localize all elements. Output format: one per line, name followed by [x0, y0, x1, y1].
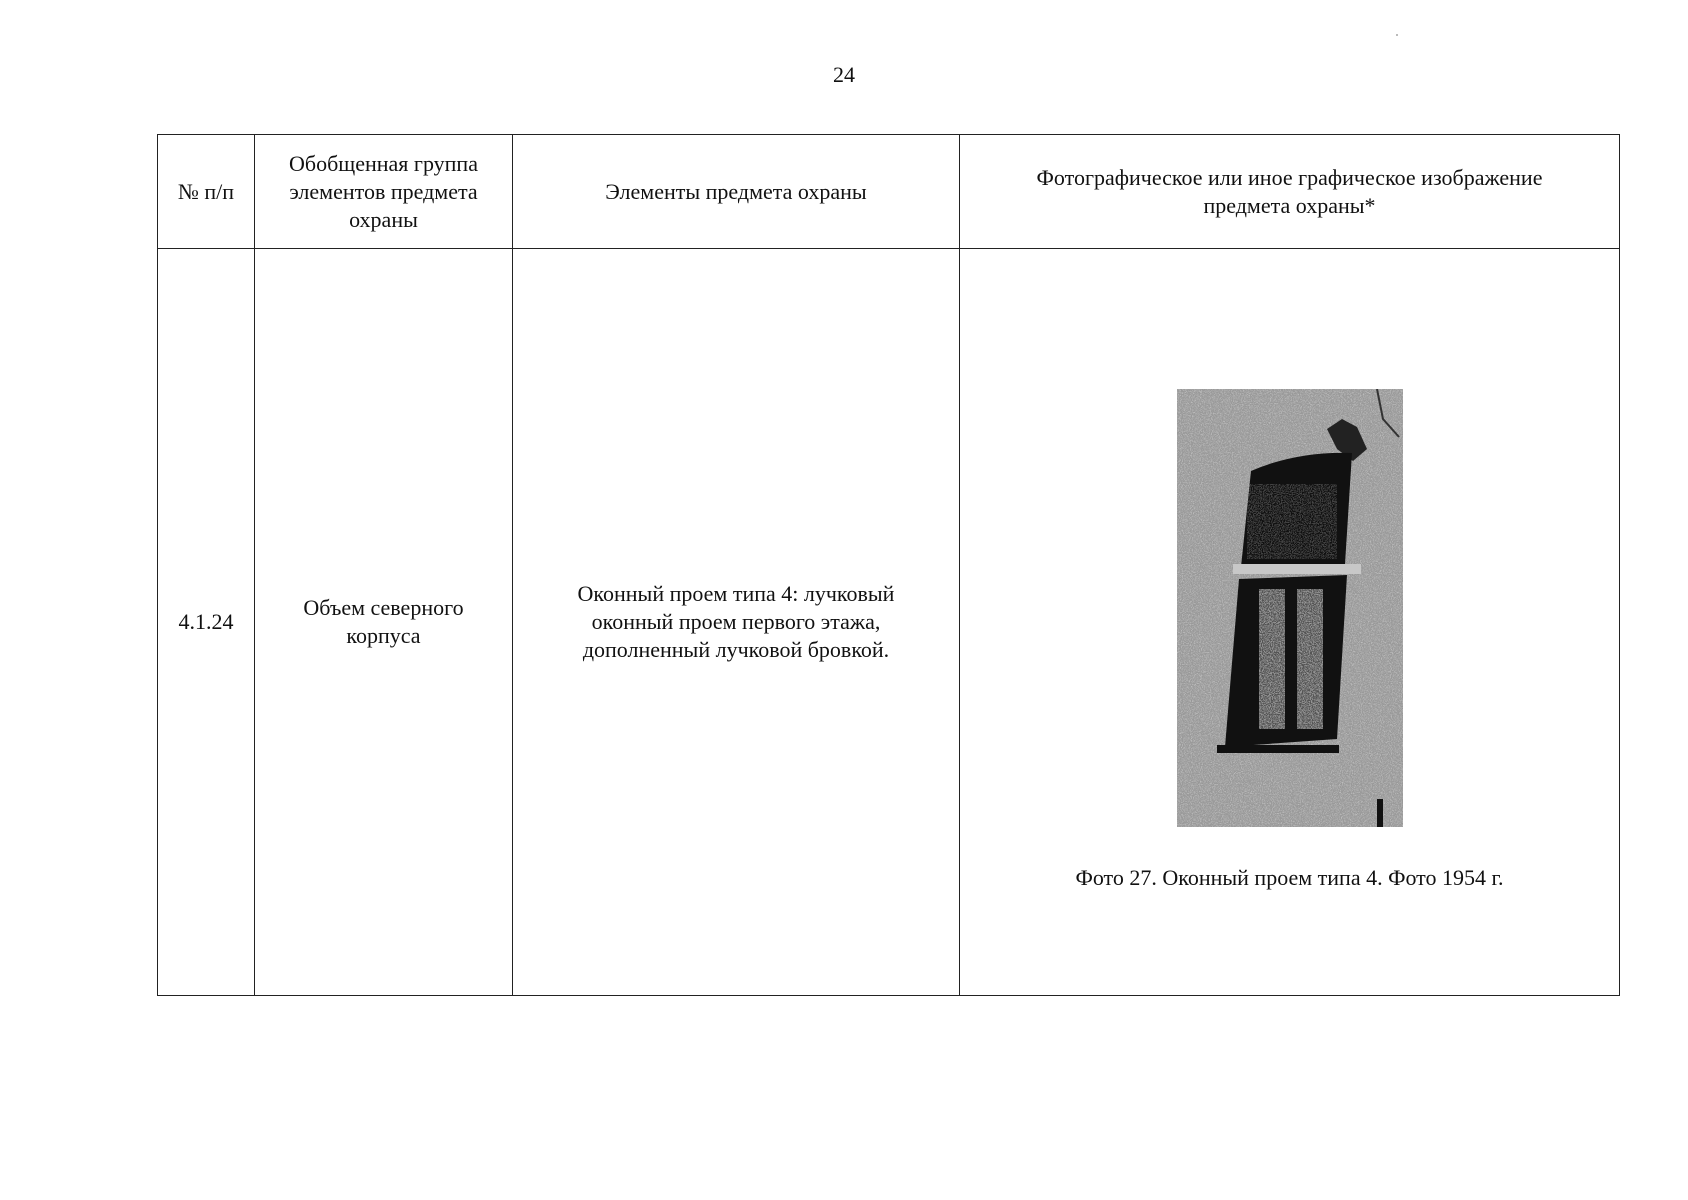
- table-row: [158, 249, 1620, 996]
- protection-items-table: [157, 134, 1620, 996]
- window-photo: [1177, 389, 1403, 827]
- photo-caption: Фото 27. Оконный проем типа 4. Фото 1954 г.: [1075, 865, 1504, 890]
- row-group: Объем северного корпуса: [255, 249, 513, 996]
- header-image: Фотографическое или иное графическое изображение предмета охраны*: [960, 135, 1620, 249]
- page-number: 24: [833, 62, 855, 87]
- row-photo-cell: [960, 249, 1620, 996]
- header-elements: Элементы предмета охраны: [513, 135, 960, 249]
- table-header-row: [158, 135, 1620, 249]
- header-group: Обобщенная группа элементов предмета охраны: [255, 135, 513, 249]
- scan-speck: [1396, 34, 1398, 36]
- row-number: 4.1.24: [158, 249, 255, 996]
- row-elements: Оконный проем типа 4: лучковый оконный проем первого этажа, дополненный лучковой бровкой.: [513, 249, 960, 996]
- header-number: № п/п: [158, 135, 255, 249]
